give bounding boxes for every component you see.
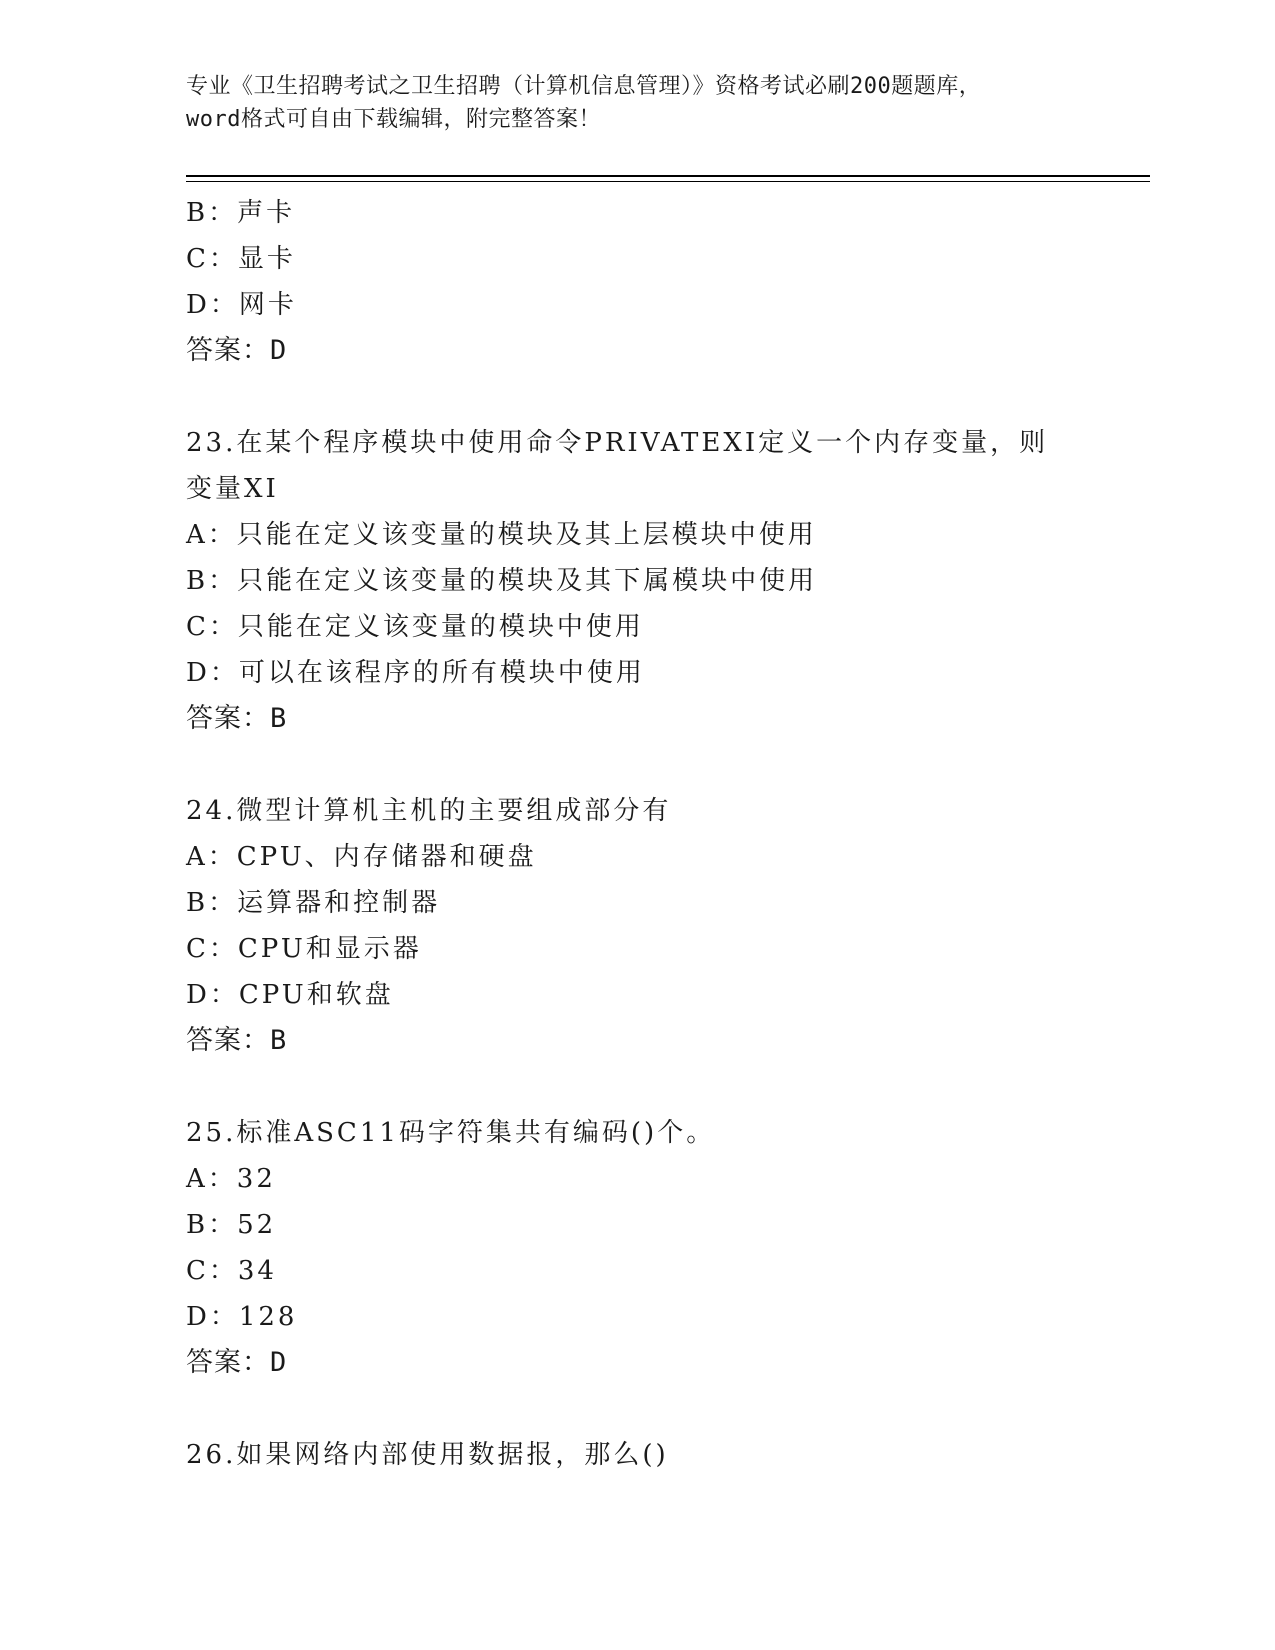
option-a: A：只能在定义该变量的模块及其上层模块中使用 (186, 520, 817, 550)
document-header (186, 70, 1086, 136)
option-b: B：运算器和控制器 (186, 888, 441, 918)
question-block-26 (186, 1432, 1086, 1478)
answer-line: 答案：B (186, 1025, 288, 1056)
answer-line: 答案：B (186, 703, 288, 734)
question-list (186, 190, 1086, 1478)
header-line-2: word格式可自由下载编辑，附完整答案！ (186, 107, 601, 132)
header-rule-thick (186, 175, 1150, 177)
question-block-23 (186, 420, 1086, 742)
option-c: C：CPU和显示器 (186, 934, 422, 964)
option-a: A：32 (186, 1164, 276, 1194)
header-line-1: 专业《卫生招聘考试之卫生招聘（计算机信息管理）》资格考试必刷200题题库， (186, 74, 982, 99)
question-block-prev (186, 190, 1086, 374)
option-b: B：52 (186, 1210, 277, 1240)
answer-line: 答案：D (186, 1347, 288, 1378)
option-b: B：只能在定义该变量的模块及其下属模块中使用 (186, 566, 818, 596)
option-c: C：显卡 (186, 244, 296, 274)
question-block-25 (186, 1110, 1086, 1386)
question-stem: 24.微型计算机主机的主要组成部分有 (186, 796, 672, 826)
option-d: D：128 (186, 1302, 298, 1332)
question-stem: 26.如果网络内部使用数据报，那么() (186, 1440, 669, 1470)
option-d: D：网卡 (186, 290, 297, 320)
option-a: A：CPU、内存储器和硬盘 (186, 842, 537, 872)
option-d: D：可以在该程序的所有模块中使用 (186, 658, 645, 688)
option-c: C：34 (186, 1256, 277, 1286)
answer-line: 答案：D (186, 335, 288, 366)
question-stem: 23.在某个程序模块中使用命令PRIVATEXI定义一个内存变量，则变量XI (186, 428, 1049, 504)
option-b: B：声卡 (186, 198, 296, 228)
question-stem: 25.标准ASC11码字符集共有编码()个。 (186, 1118, 716, 1148)
header-rule-thin (186, 181, 1150, 182)
option-d: D：CPU和软盘 (186, 980, 394, 1010)
option-c: C：只能在定义该变量的模块中使用 (186, 612, 644, 642)
question-block-24 (186, 788, 1086, 1064)
